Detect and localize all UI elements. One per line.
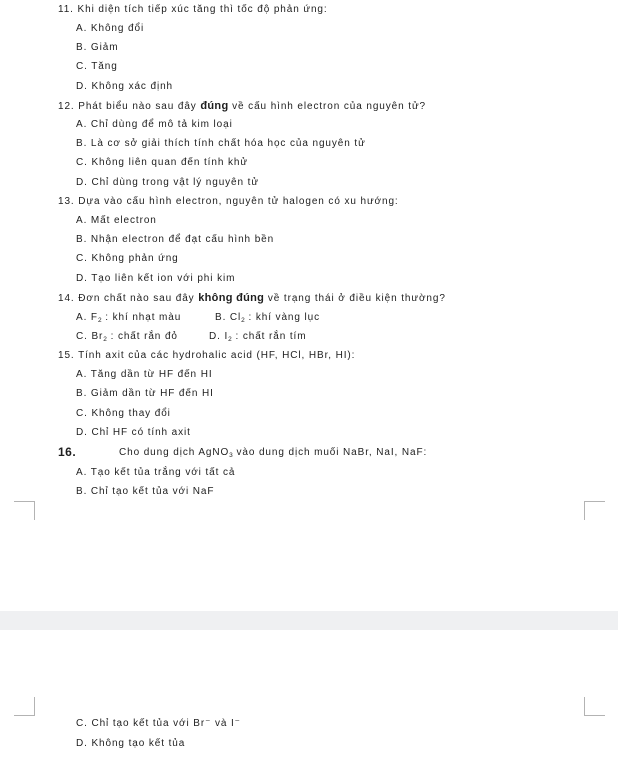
option-16a: A. Tạo kết tủa trắng với tất cả <box>76 467 236 478</box>
option-14c: C. $Br_2$ : chất rắn đỏ <box>76 331 178 343</box>
option-13b: B. Nhận electron để đạt cấu hình bền <box>76 234 275 245</box>
option-16c: C. Chỉ tạo kết tủa với Br⁻ và I⁻ <box>76 718 241 729</box>
option-13c: C. Không phản ứng <box>76 253 179 264</box>
option-15a: A. Tăng dần từ HF đến HI <box>76 369 213 380</box>
option-11c: C. Tăng <box>76 61 118 72</box>
question-13: 13. Dựa vào cấu hình electron, nguyên tử halogen có xu hướng: <box>58 196 399 207</box>
question-16-number: 16. <box>58 445 77 459</box>
option-16b: B. Chỉ tạo kết tủa với NaF <box>76 486 215 497</box>
question-16: Cho dung dịch AgNO$_3$ vào dung dịch muối NaBr, NaI, NaF: <box>119 447 428 459</box>
option-13a: A. Mất electron <box>76 215 157 226</box>
option-11b: B. Giảm <box>76 42 119 53</box>
option-13d: D. Tạo liên kết ion với phi kim <box>76 273 236 284</box>
question-11: 11. Khi diện tích tiếp xúc tăng thì tốc độ phản ứng: <box>58 4 328 15</box>
question-14: 14. Đơn chất nào sau đây không đúng về trạng thái ở điều kiện thường? <box>58 292 446 304</box>
emphasis-dung: đúng <box>200 100 229 112</box>
option-14a: A. $F_2$ : khí nhạt màu <box>76 312 182 324</box>
option-12d: D. Chỉ dùng trong vật lý nguyên tử <box>76 177 259 188</box>
option-14d: D. $I_2$ : chất rắn tím <box>209 331 307 343</box>
question-12: 12. Phát biểu nào sau đây đúng về cấu hình electron của nguyên tử? <box>58 100 427 112</box>
option-12c: C. Không liên quan đến tính khử <box>76 157 248 168</box>
option-15c: C. Không thay đổi <box>76 408 171 419</box>
page-corner-marker <box>584 501 605 520</box>
option-16d: D. Không tạo kết tủa <box>76 738 186 749</box>
option-14b: B. $Cl_2$ : khí vàng lục <box>215 312 320 324</box>
option-11a: A. Không đổi <box>76 23 145 34</box>
emphasis-khong-dung: không đúng <box>198 292 265 304</box>
option-12b: B. Là cơ sở giải thích tính chất hóa học của nguyên tử <box>76 138 366 149</box>
option-15d: D. Chỉ HF có tính axit <box>76 427 191 438</box>
page-corner-marker <box>584 697 605 716</box>
page-corner-marker <box>14 697 35 716</box>
option-11d: D. Không xác định <box>76 81 174 92</box>
option-15b: B. Giảm dần từ HF đến HI <box>76 388 214 399</box>
question-15: 15. Tính axit của các hydrohalic acid (HF, HCl, HBr, HI): <box>58 350 356 361</box>
page-corner-marker <box>14 501 35 520</box>
option-12a: A. Chỉ dùng để mô tả kim loại <box>76 119 233 130</box>
page-break <box>0 611 618 630</box>
